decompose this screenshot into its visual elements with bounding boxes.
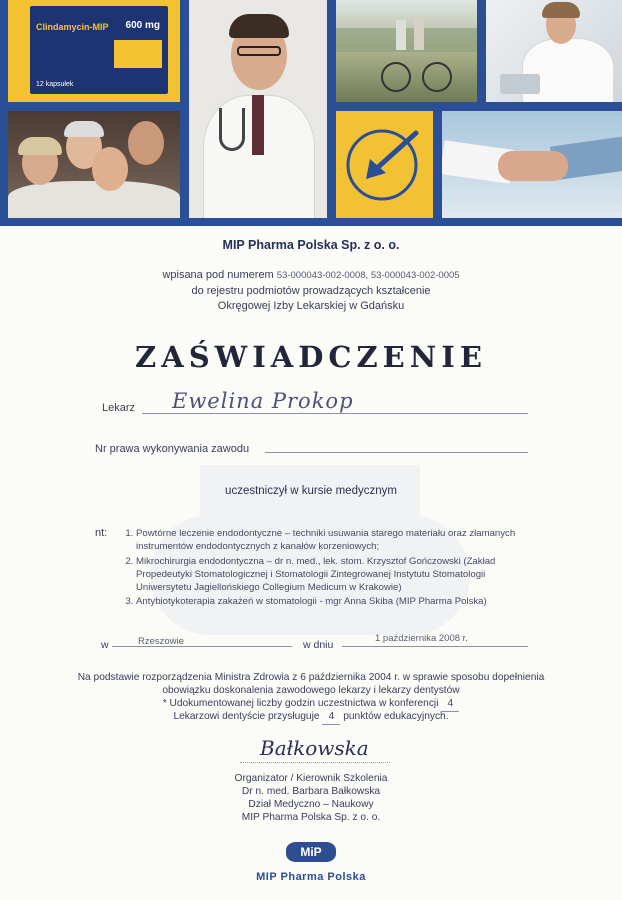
date-line xyxy=(342,646,528,647)
product-dose: 600 mg xyxy=(125,20,160,31)
signature-role: Organizator / Kierownik Szkolenia xyxy=(234,773,388,784)
registration-numbers: 53-000043-002-0008, 53-000043-002-0005 xyxy=(276,270,460,281)
signature-company: MIP Pharma Polska Sp. z o. o. xyxy=(241,812,381,823)
law-line-1: Na podstawie rozporządzenia Ministra Zdrowia z 6 października 2004 r. w sprawie sposobu dopełnienia xyxy=(77,672,545,683)
arrow-circle-icon xyxy=(336,111,433,218)
place-label: w xyxy=(101,639,109,651)
topic-item: 1. Powtórne leczenie endodontyczne – techniki usuwania starego materiału oraz złamanych instrumentów endodontycznych z kanałów korzeniowych; xyxy=(136,527,536,554)
signature-name: Dr n. med. Barbara Bałkowska xyxy=(241,786,381,797)
place-city: Rzeszowie xyxy=(138,636,184,647)
signature-scribble: Bałkowska xyxy=(260,736,369,760)
certificate-title: ZAŚWIADCZENIE xyxy=(135,340,487,374)
date-label: w dniu xyxy=(303,639,334,651)
points-suffix: punktów edukacyjnych. xyxy=(343,711,449,722)
product-count: 12 kapsułek xyxy=(36,81,74,88)
arrow-logo-tile xyxy=(336,111,433,218)
hours-prefix: * Udokumentowanej liczby godzin uczestnictwa w konferencji xyxy=(162,698,439,709)
points-line xyxy=(0,710,622,725)
lab-photo xyxy=(486,0,622,102)
license-line xyxy=(265,452,528,453)
doctor-line xyxy=(142,413,528,414)
product-box xyxy=(30,6,168,94)
topics-label: nt: xyxy=(95,527,108,539)
footer-company: MIP Pharma Polska xyxy=(256,871,366,883)
chamber-line: Okręgowej Izby Lekarskiej w Gdańsku xyxy=(217,300,405,312)
date-value: 1 października 2008 r. xyxy=(375,633,468,644)
doctor-name: Ewelina Prokop xyxy=(172,389,354,413)
handshake-photo xyxy=(442,111,622,218)
cyclists-photo xyxy=(336,0,477,102)
registry-line: do rejestru podmiotów prowadzących kształcenie xyxy=(191,285,431,297)
topic-item: 2. Mikrochirurgia endodontyczna – dr n. med., lek. stom. Krzysztof Gończowski (Zakład Propedeutyki Stomatologicznej i Stomatologii Zintegrowanej Instytutu Stomatologii Uniwersytetu Jagiellońskiego Collegium Medicum w Krakowie) xyxy=(136,555,536,595)
topics-list xyxy=(108,527,536,610)
license-label: Nr prawa wykonywania zawodu xyxy=(95,443,250,455)
registration-line xyxy=(0,269,622,281)
signature-dept: Dział Medyczno – Naukowy xyxy=(248,799,374,810)
product-photo xyxy=(8,0,180,102)
points-prefix: Lekarzowi dentyście przysługuje xyxy=(173,711,320,722)
family-photo xyxy=(8,111,180,218)
points-value: 4 xyxy=(322,710,340,725)
hours-value: 4 xyxy=(441,697,459,712)
doctor-photo xyxy=(189,0,327,218)
topic-item: 3. Antybiotykoterapia zakażeń w stomatologii - mgr Anna Skiba (MIP Pharma Polska) xyxy=(136,595,536,608)
photo-banner xyxy=(0,0,622,226)
doctor-label: Lekarz xyxy=(102,402,136,414)
product-name: Clindamycin-MIP xyxy=(36,22,109,32)
company-name: MIP Pharma Polska Sp. z o. o. xyxy=(222,238,400,252)
mip-logo: MiP xyxy=(286,842,336,862)
registration-prefix: wpisana pod numerem xyxy=(162,269,274,281)
signature-line xyxy=(240,762,390,763)
product-label xyxy=(114,40,162,68)
course-statement: uczestniczył w kursie medycznym xyxy=(225,485,397,497)
law-line-2: obowiązku doskonalenia zawodowego lekarzy i lekarzy dentystów xyxy=(162,685,460,696)
